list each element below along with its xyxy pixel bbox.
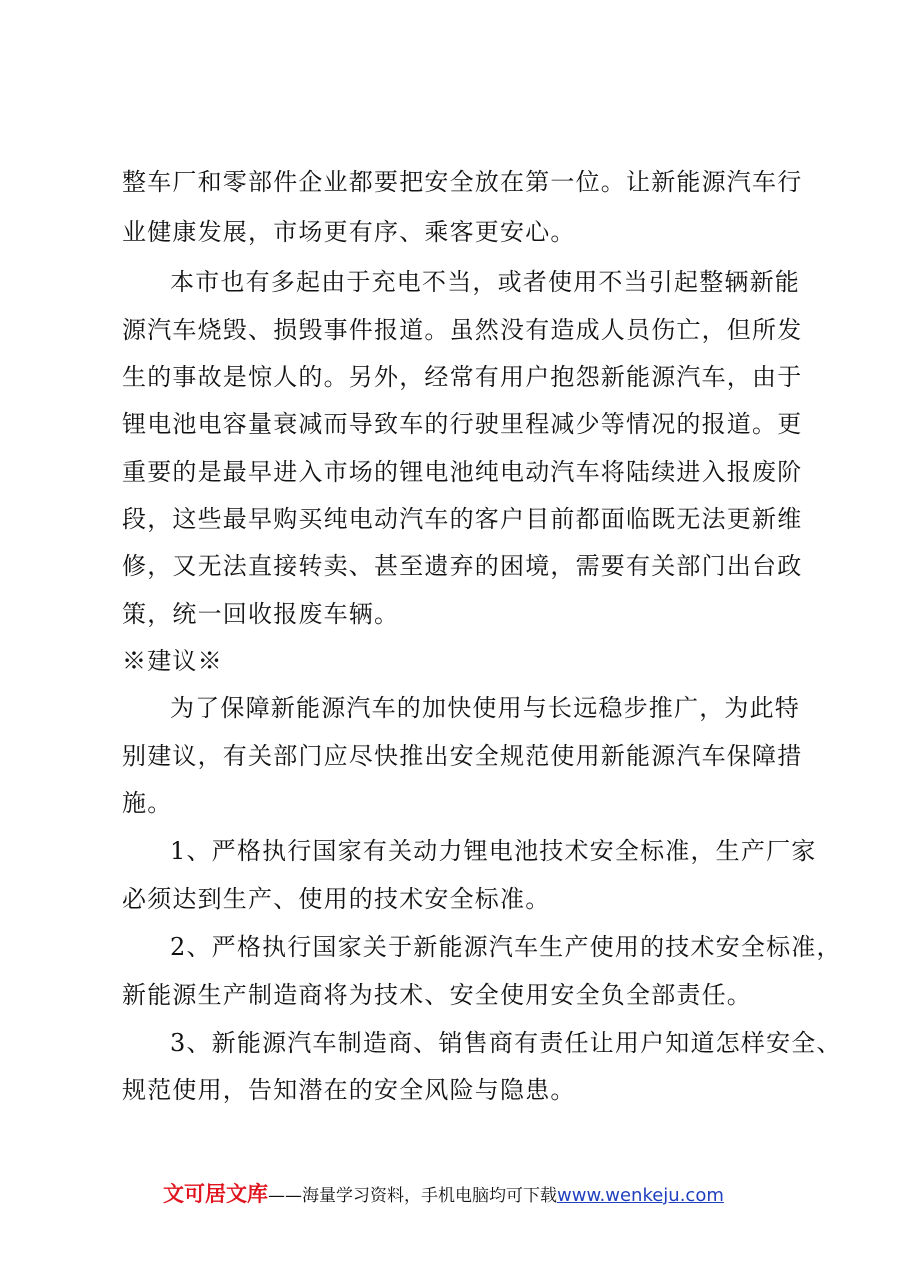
footer-brand: 文可居文库 (163, 1182, 268, 1206)
paragraph-line: 重要的是最早进入市场的锂电池纯电动汽车将陆续进入报废阶 (122, 458, 803, 486)
list-item-line: 3、新能源汽车制造商、销售商有责任让用户知道怎样安全、 (170, 1029, 842, 1057)
list-item-line: 必须达到生产、使用的技术安全标准。 (122, 885, 551, 913)
list-item-line: 1、严格执行国家有关动力锂电池技术安全标准，生产厂家 (170, 837, 817, 865)
section-heading: ※建议※ (122, 647, 223, 675)
list-item-line: 新能源生产制造商将为技术、安全使用安全负全部责任。 (122, 981, 752, 1009)
list-item-line: 规范使用，告知潜在的安全风险与隐患。 (122, 1076, 576, 1104)
paragraph-line: 整车厂和零部件企业都要把安全放在第一位。让新能源汽车行 (122, 168, 803, 196)
paragraph-line: 本市也有多起由于充电不当，或者使用不当引起整辆新能 (170, 268, 800, 296)
paragraph-line: 别建议，有关部门应尽快推出安全规范使用新能源汽车保障措 (122, 742, 803, 770)
paragraph-line: 段，这些最早购买纯电动汽车的客户目前都面临既无法更新维 (122, 505, 803, 533)
paragraph-line: 策，统一回收报废车辆。 (122, 600, 400, 628)
paragraph-line: 为了保障新能源汽车的加快使用与长远稳步推广，为此特 (170, 694, 800, 722)
paragraph-line: 生的事故是惊人的。另外，经常有用户抱怨新能源汽车，由于 (122, 363, 803, 391)
footer-tagline: ——海量学习资料，手机电脑均可下载 (268, 1186, 557, 1206)
footer-link[interactable]: www.wenkeju.com (557, 1185, 724, 1206)
paragraph-line: 锂电池电容量衰减而导致车的行驶里程减少等情况的报道。更 (122, 410, 803, 438)
footer-banner (163, 1181, 724, 1209)
paragraph-line: 修，又无法直接转卖、甚至遗弃的困境，需要有关部门出台政 (122, 552, 803, 580)
paragraph-line: 施。 (122, 789, 173, 817)
paragraph-line: 源汽车烧毁、损毁事件报道。虽然没有造成人员伤亡，但所发 (122, 316, 803, 344)
list-item-line: 2、严格执行国家关于新能源汽车生产使用的技术安全标准， (170, 933, 842, 961)
paragraph-line: 业健康发展，市场更有序、乘客更安心。 (122, 218, 576, 246)
